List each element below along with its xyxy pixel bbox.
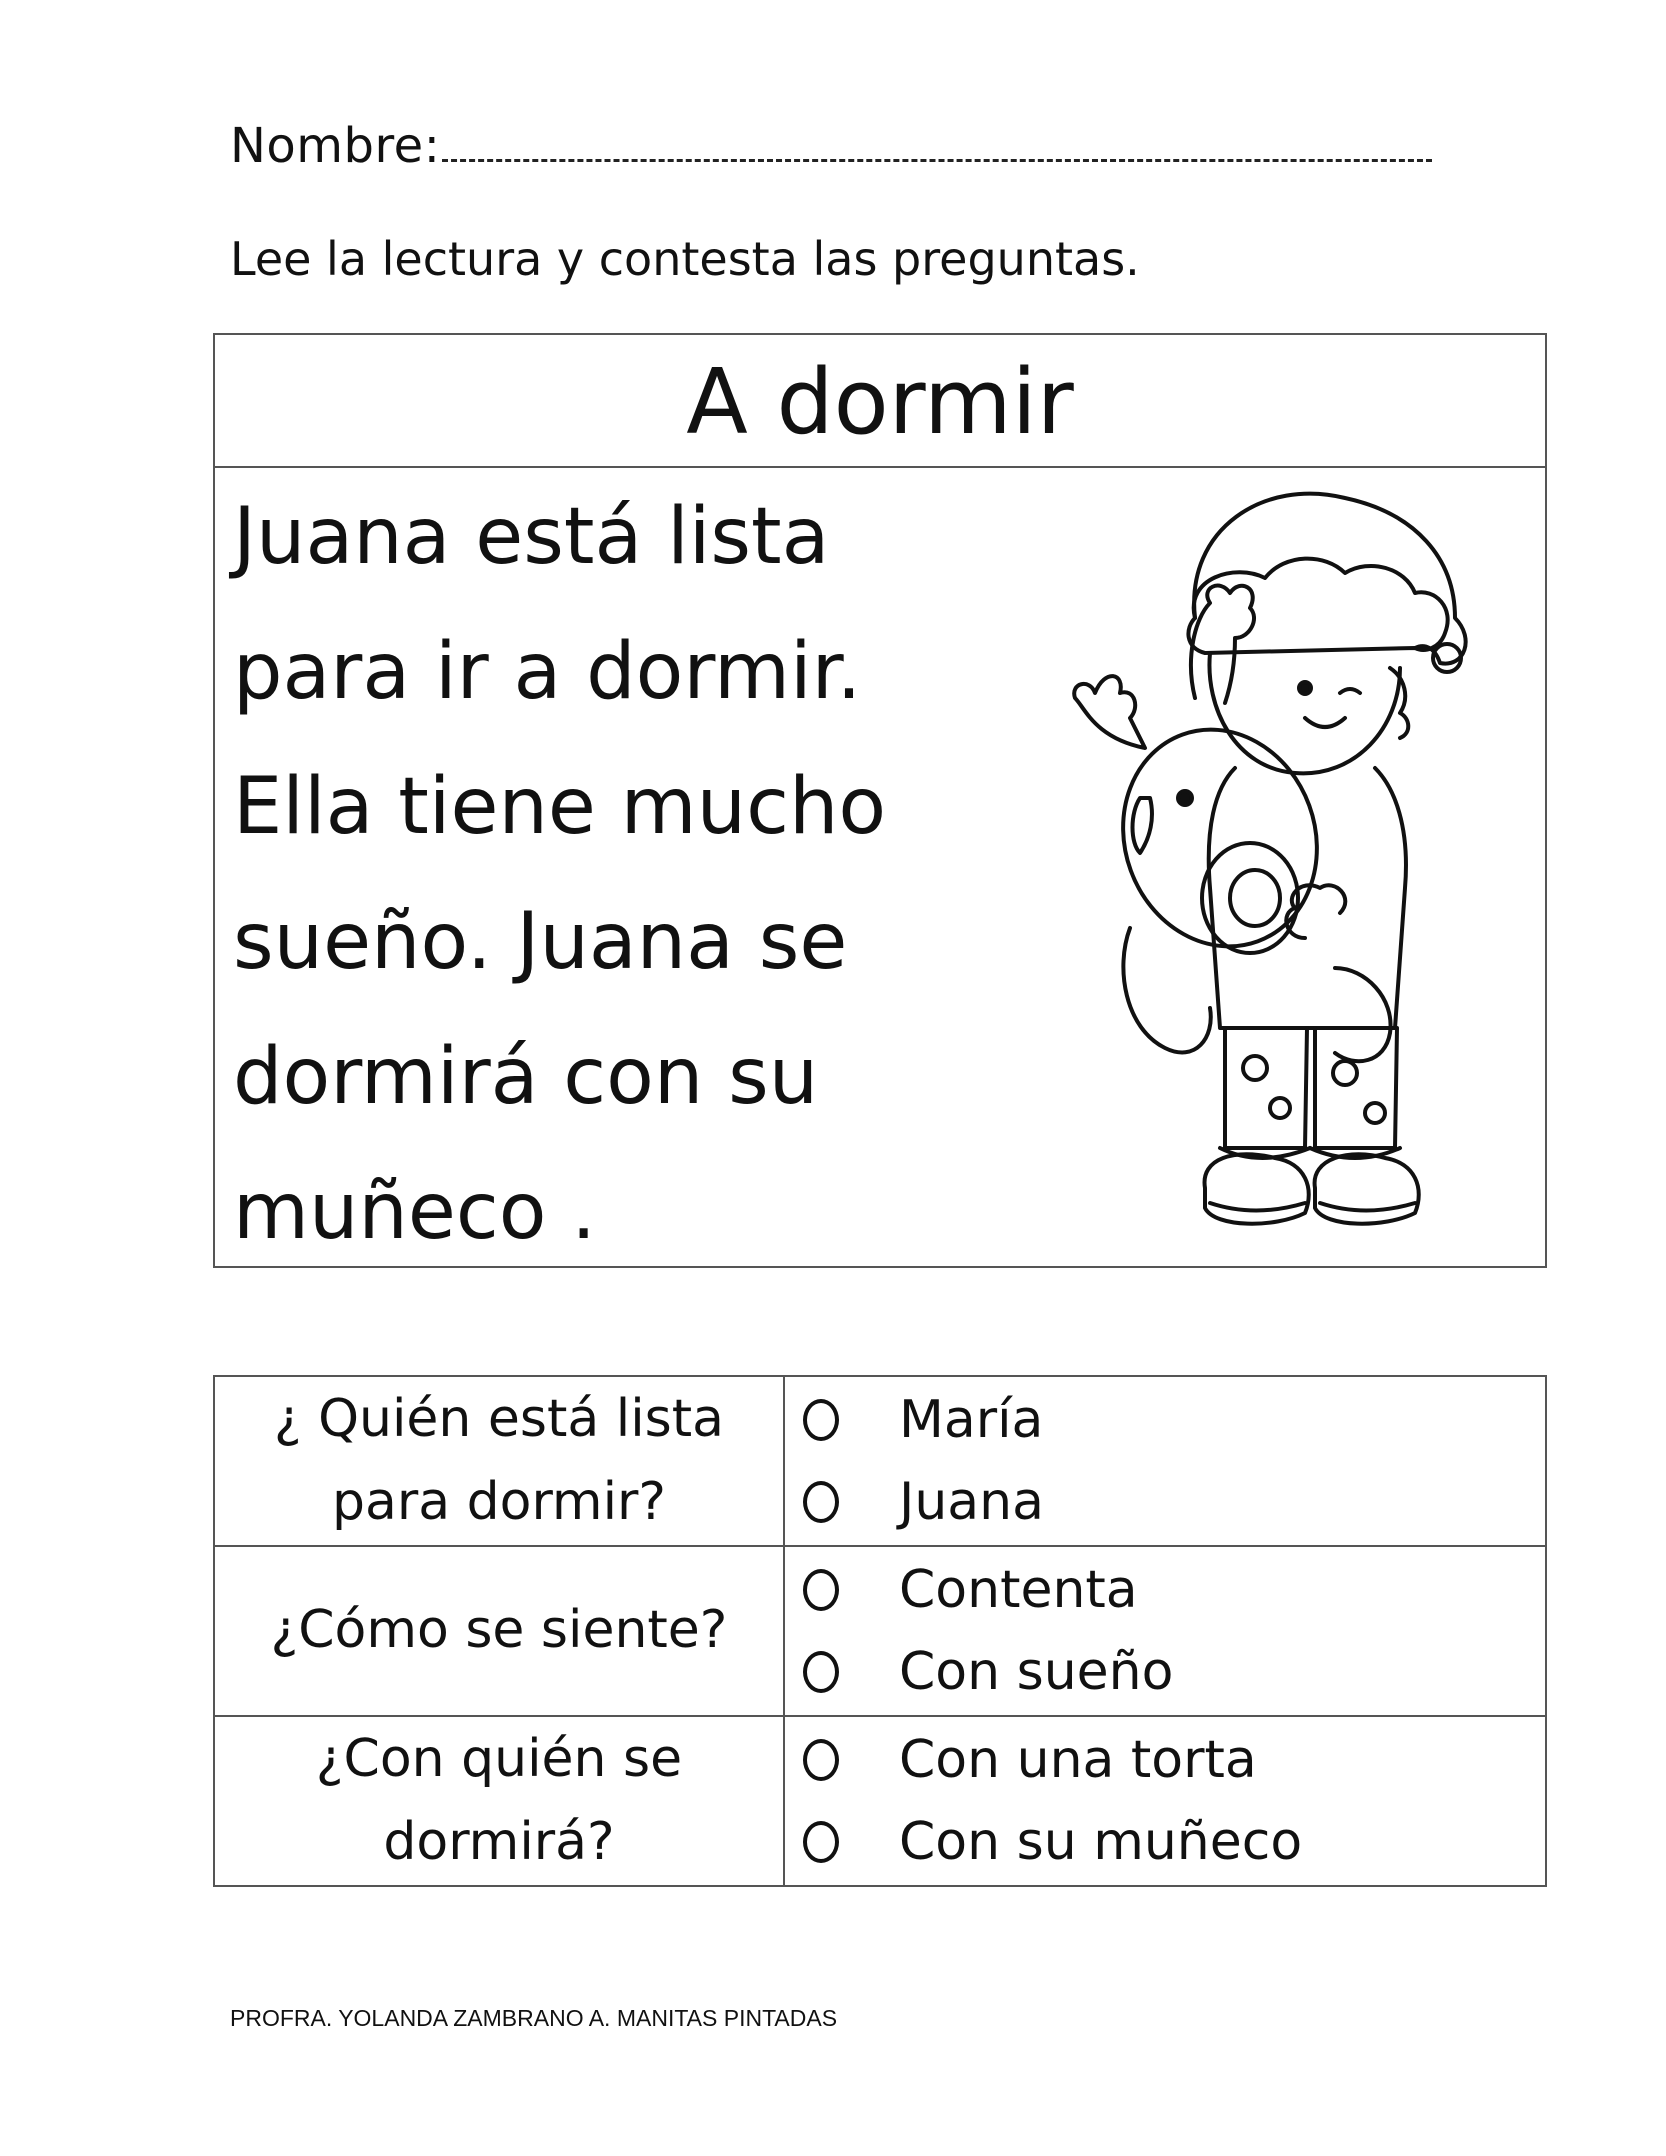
story-line: sueño. Juana se [233, 897, 848, 987]
questions-table [213, 1375, 1547, 1887]
circle-bubble[interactable] [803, 1821, 839, 1863]
table-row [214, 1716, 1546, 1886]
option-label: Con su muñeco [899, 1812, 1303, 1872]
story-line: dormirá con su [233, 1032, 819, 1122]
story-line: Ella tiene mucho [233, 762, 887, 852]
option-con-una-torta[interactable] [797, 1719, 1544, 1801]
story-body [215, 468, 1545, 1268]
name-label: Nombre: [230, 118, 441, 174]
option-label: Con sueño [899, 1642, 1174, 1702]
circle-bubble[interactable] [803, 1399, 839, 1441]
circle-bubble[interactable] [803, 1481, 839, 1523]
option-label: Con una torta [899, 1730, 1257, 1790]
question-cell: ¿Cómo se siente? [214, 1546, 784, 1716]
story-line: muñeco . [233, 1167, 597, 1257]
name-blank-line[interactable] [442, 123, 1432, 162]
name-field [230, 118, 1432, 174]
option-label: Juana [899, 1472, 1044, 1532]
question-cell: ¿ Quién está lista para dormir? [214, 1376, 784, 1546]
option-juana[interactable] [797, 1461, 1544, 1543]
option-label: María [899, 1390, 1044, 1450]
answer-cell [784, 1546, 1546, 1716]
option-con-sueno[interactable] [797, 1631, 1544, 1713]
story-title: A dormir [215, 335, 1545, 468]
circle-bubble[interactable] [803, 1739, 839, 1781]
answer-cell [784, 1716, 1546, 1886]
option-contenta[interactable] [797, 1549, 1544, 1631]
circle-bubble[interactable] [803, 1651, 839, 1693]
table-row [214, 1376, 1546, 1546]
girl-with-reindeer-plush-illustration [1035, 468, 1535, 1258]
option-con-su-muneco[interactable] [797, 1801, 1544, 1883]
option-label: Contenta [899, 1560, 1138, 1620]
circle-bubble[interactable] [803, 1569, 839, 1611]
question-cell: ¿Con quién se dormirá? [214, 1716, 784, 1886]
footer-credit: PROFRA. YOLANDA ZAMBRANO A. MANITAS PINTADAS [230, 2005, 838, 2031]
story-line: para ir a dormir. [233, 627, 862, 717]
answer-cell [784, 1376, 1546, 1546]
instructions: Lee la lectura y contesta las preguntas. [230, 232, 1140, 286]
table-row [214, 1546, 1546, 1716]
story-line: Juana está lista [233, 492, 830, 582]
story-box [213, 333, 1547, 1268]
option-maria[interactable] [797, 1379, 1544, 1461]
